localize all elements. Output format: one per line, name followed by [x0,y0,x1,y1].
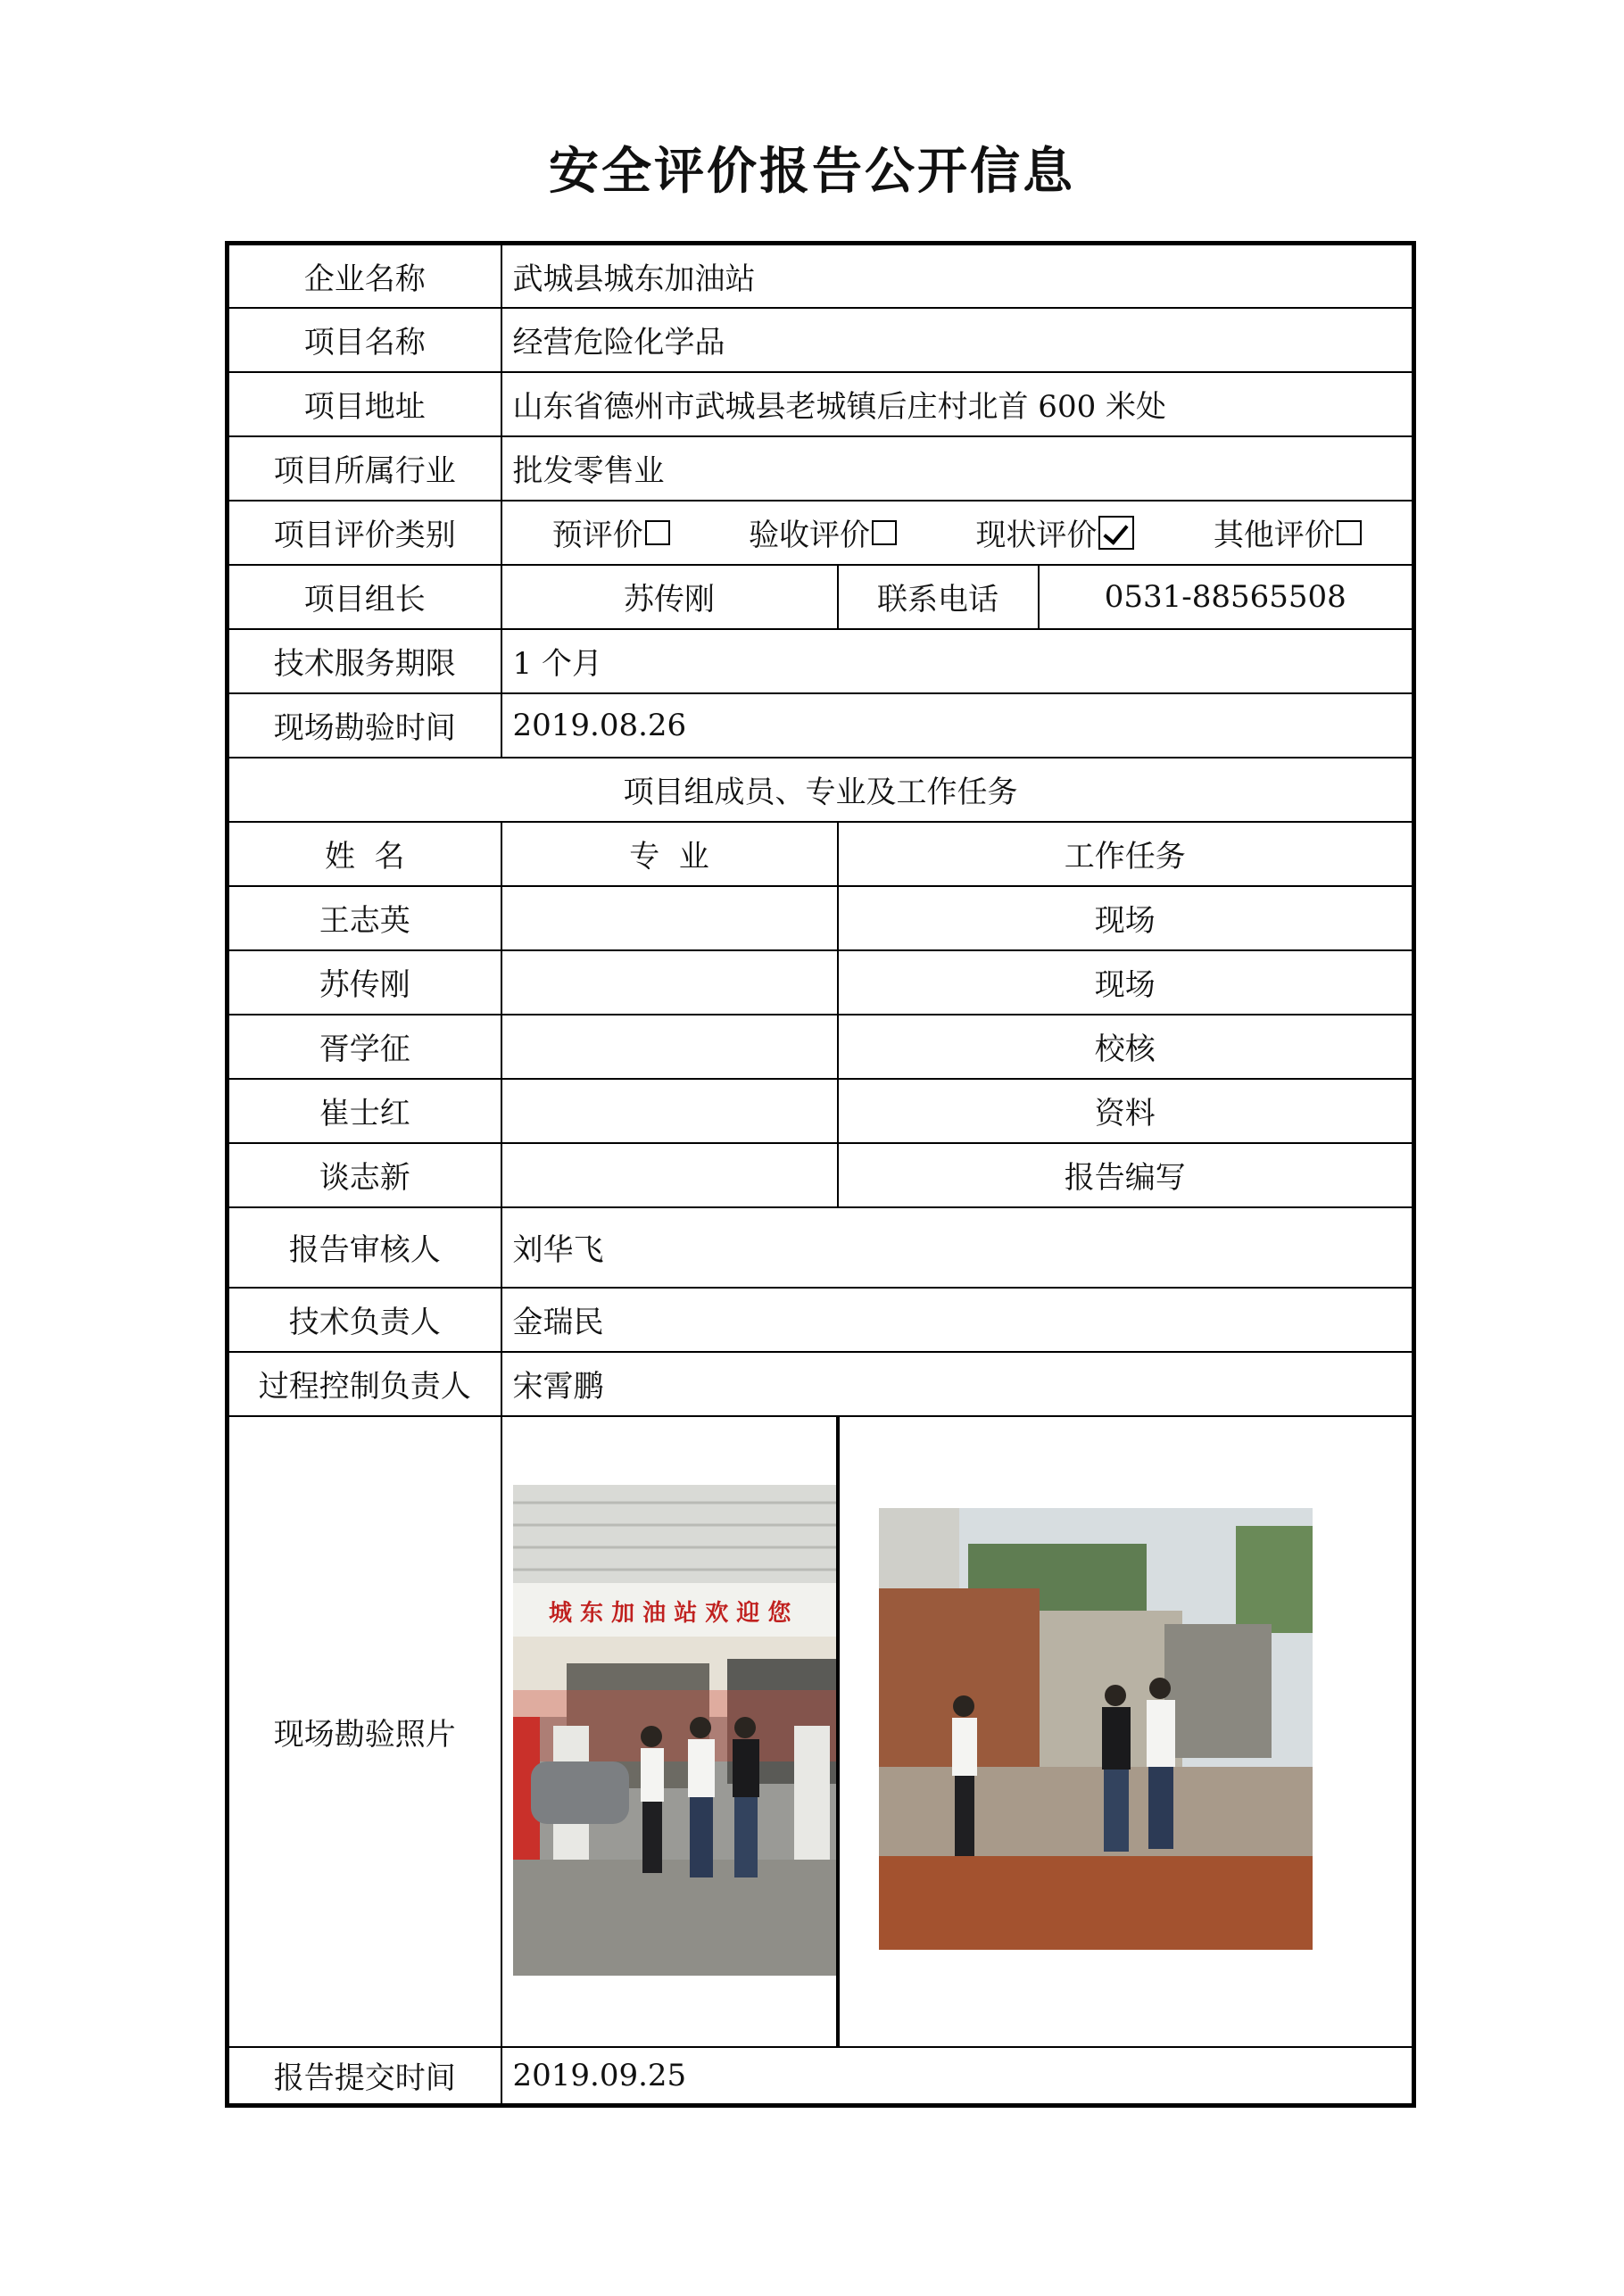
photos-label: 现场勘验照片 [228,1416,501,2047]
member-name: 王志英 [228,886,501,950]
member-major [501,1143,838,1207]
category-option-label: 验收评价 [749,518,871,553]
category-option-pre [552,510,670,554]
photo-cell-left [501,1416,838,2047]
member-task: 现场 [838,950,1414,1015]
project-label: 项目名称 [228,308,501,372]
member-task: 现场 [838,886,1414,950]
category-option-status [975,510,1134,554]
submit-time-label: 报告提交时间 [228,2047,501,2106]
person-figures [641,1717,759,1877]
member-major [501,886,838,950]
tech-lead-label: 技术负责人 [228,1288,501,1352]
reviewer-label: 报告审核人 [228,1207,501,1288]
survey-time-label: 现场勘验时间 [228,693,501,758]
category-option-other [1214,510,1362,554]
table-row [228,1143,1414,1207]
row-members-columns [228,822,1414,886]
tech-lead-value: 金瑞民 [501,1288,1414,1352]
survey-photo-tank-area [879,1508,1313,1950]
checkbox-icon [645,520,670,545]
row-reviewer [228,1207,1414,1288]
photo-cell-right [838,1416,1414,2047]
members-header: 项目组成员、专业及工作任务 [228,758,1414,822]
category-label: 项目评价类别 [228,501,501,565]
table-row [228,1015,1414,1079]
member-name: 谈志新 [228,1143,501,1207]
row-members-header [228,758,1414,822]
row-survey-time [228,693,1414,758]
row-company [228,244,1414,308]
phone-label: 联系电话 [838,565,1039,629]
project-value: 经营危险化学品 [501,308,1414,372]
member-name: 胥学征 [228,1015,501,1079]
row-address [228,372,1414,436]
address-value: 山东省德州市武城县老城镇后庄村北首 600 米处 [501,372,1414,436]
table-row [228,1079,1414,1143]
table-row [228,886,1414,950]
industry-value: 批发零售业 [501,436,1414,501]
category-options [501,501,1414,565]
column-header-name: 姓 名 [228,822,501,886]
member-task: 资料 [838,1079,1414,1143]
period-value: 1 个月 [501,629,1414,693]
submit-time-value: 2019.09.25 [501,2047,1414,2106]
survey-photo-gas-station [513,1485,838,1976]
member-major [501,950,838,1015]
period-label: 技术服务期限 [228,629,501,693]
member-name: 苏传刚 [228,950,501,1015]
checkbox-icon [872,520,897,545]
phone-value: 0531-88565508 [1039,565,1414,629]
info-table [225,241,1416,2108]
member-task: 报告编写 [838,1143,1414,1207]
row-industry [228,436,1414,501]
category-option-label: 预评价 [551,518,643,553]
member-major [501,1079,838,1143]
page-title: 安全评价报告公开信息 [549,143,1075,201]
address-label: 项目地址 [228,372,501,436]
column-header-major: 专 业 [501,822,838,886]
leader-label: 项目组长 [228,565,501,629]
column-header-task: 工作任务 [838,822,1414,886]
checked-checkbox-icon [1098,516,1134,550]
member-name: 崔士红 [228,1079,501,1143]
survey-time-value: 2019.08.26 [501,693,1414,758]
company-value: 武城县城东加油站 [501,244,1414,308]
leader-value: 苏传刚 [501,565,838,629]
category-option-acceptance [749,510,897,554]
row-period [228,629,1414,693]
station-sign-text: 城 东 加 油 站 欢 迎 您 [548,1599,791,1627]
row-category [228,501,1414,565]
process-lead-value: 宋霄鹏 [501,1352,1414,1416]
member-task: 校核 [838,1015,1414,1079]
row-project [228,308,1414,372]
row-leader [228,565,1414,629]
reviewer-value: 刘华飞 [501,1207,1414,1288]
row-submit-time [228,2047,1414,2106]
row-photos [228,1416,1414,2047]
company-label: 企业名称 [228,244,501,308]
row-tech-lead [228,1288,1414,1352]
industry-label: 项目所属行业 [228,436,501,501]
member-major [501,1015,838,1079]
row-process-lead [228,1352,1414,1416]
category-option-label: 其他评价 [1213,518,1335,553]
checkbox-icon [1337,520,1362,545]
process-lead-label: 过程控制负责人 [228,1352,501,1416]
table-row [228,950,1414,1015]
category-option-label: 现状评价 [975,518,1098,553]
